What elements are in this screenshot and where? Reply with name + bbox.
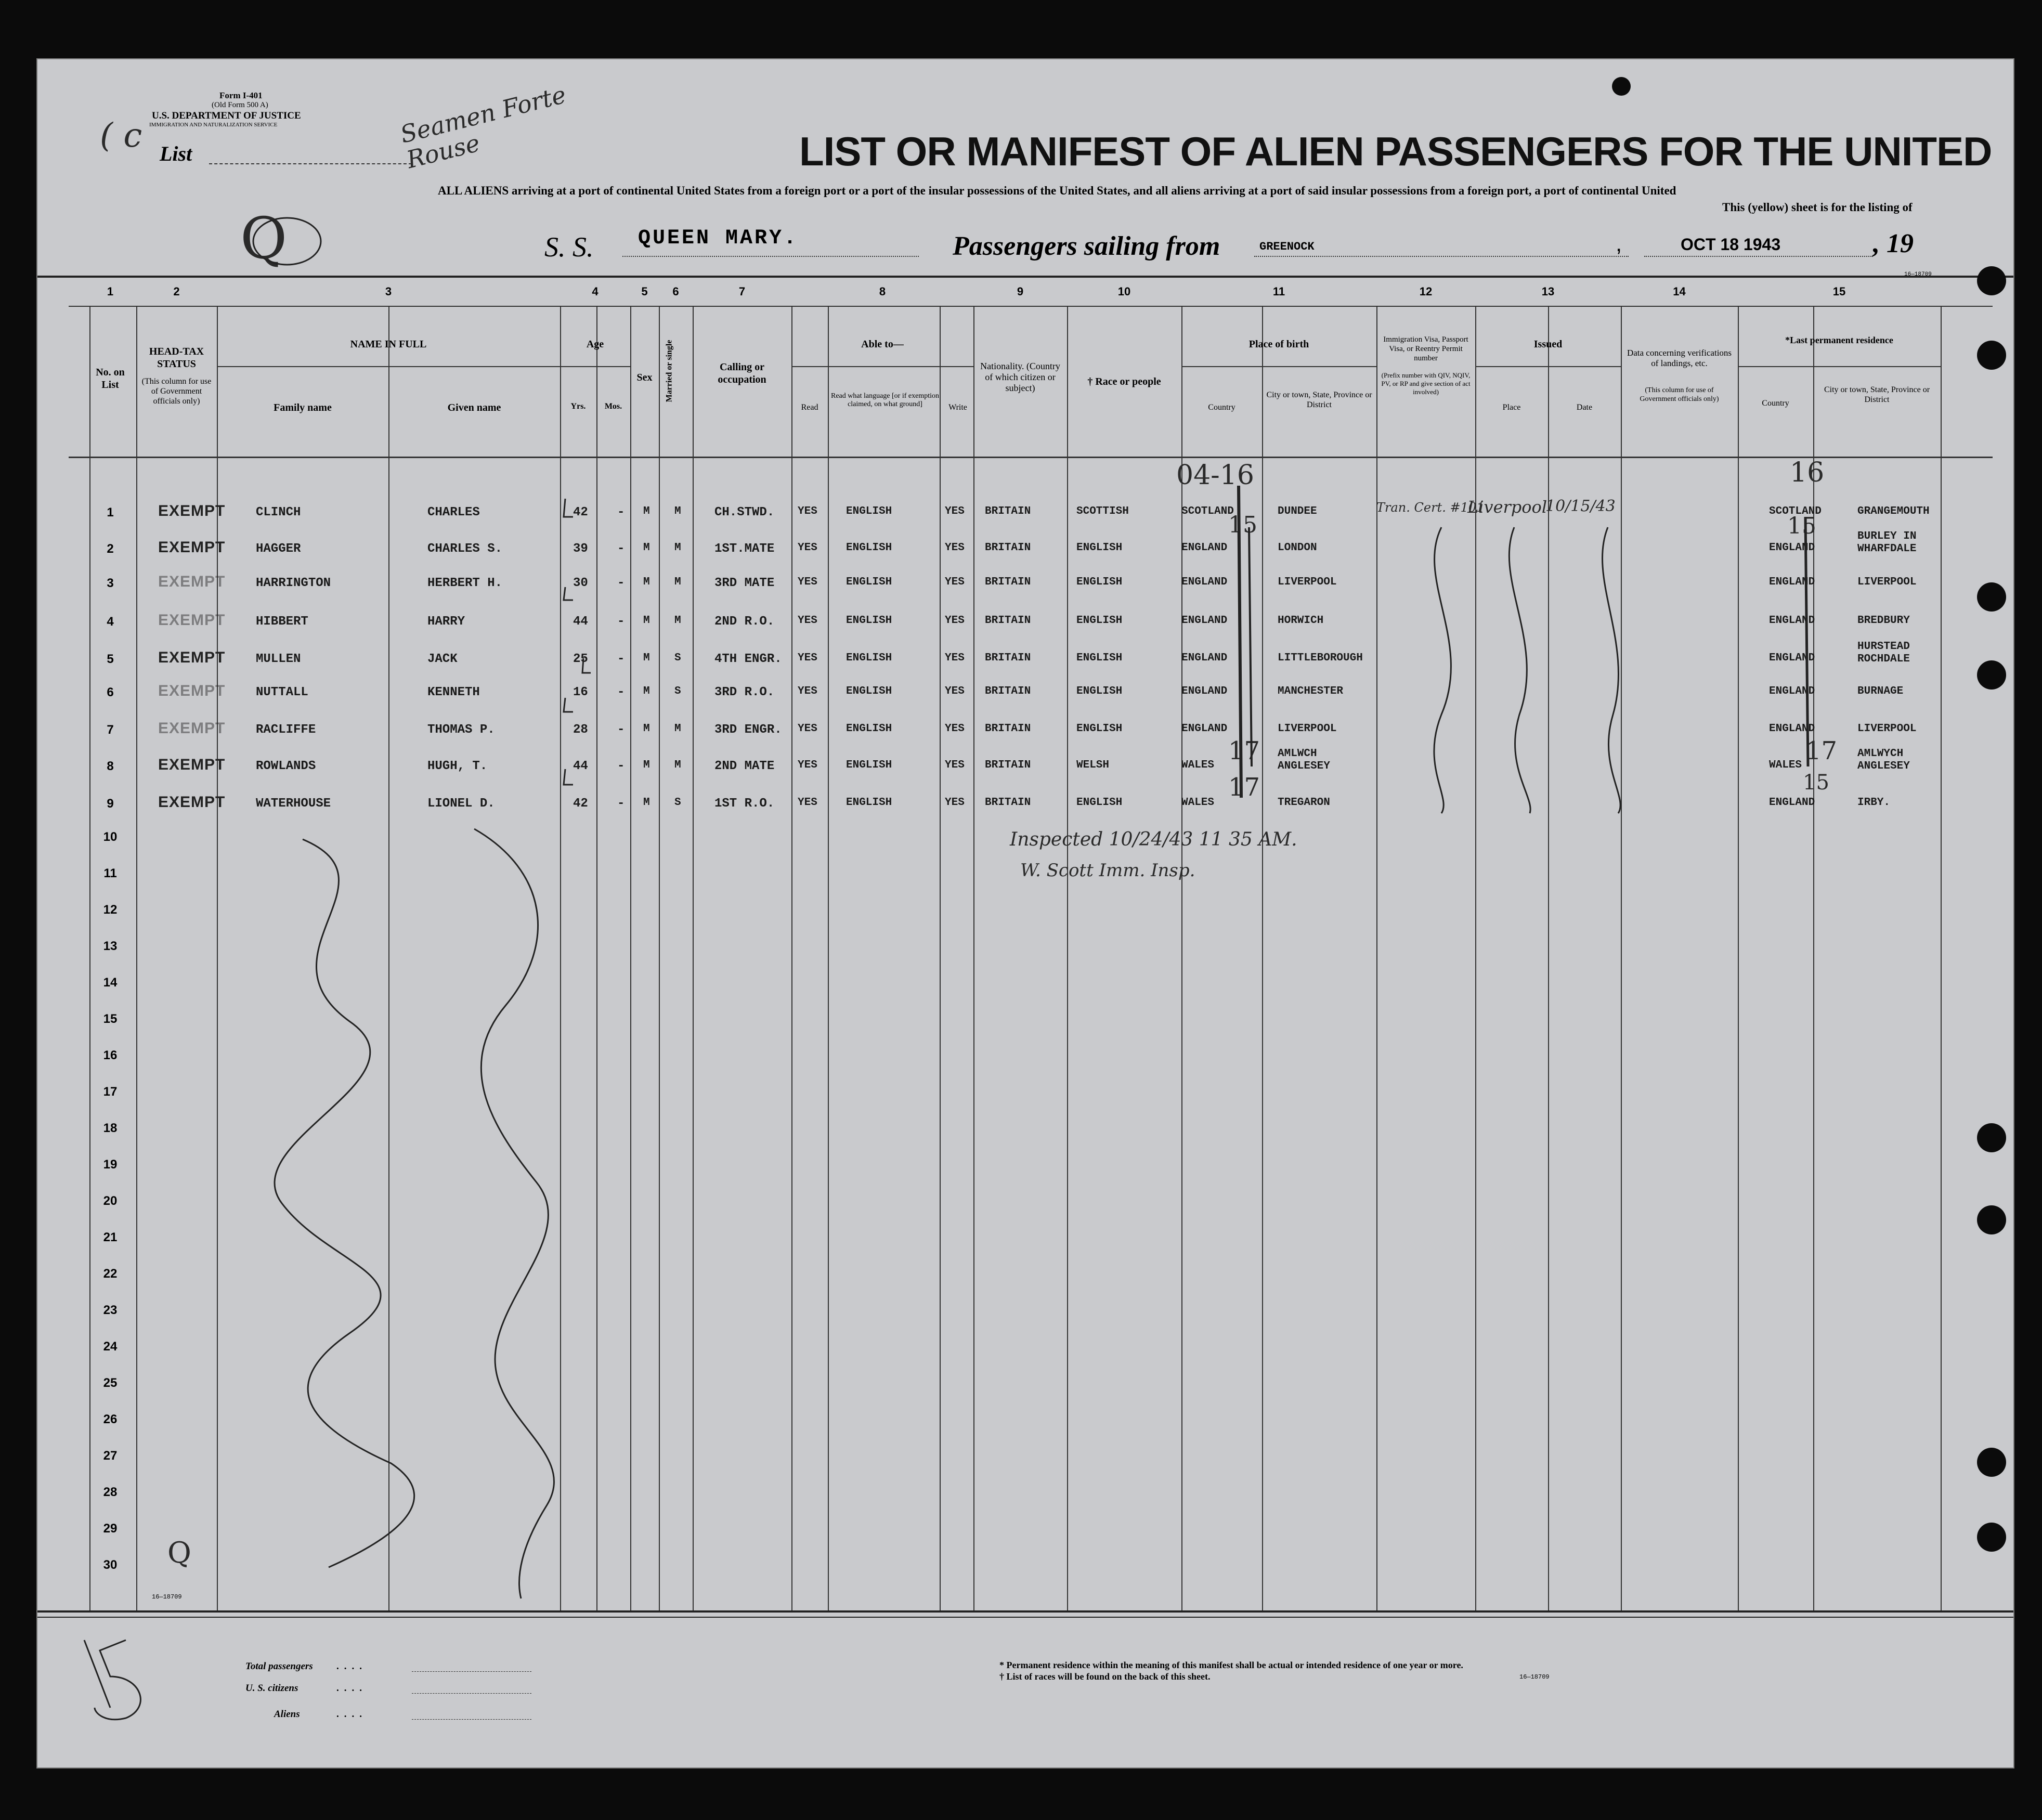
cell-res-city: BURLEY IN WHARFDALE: [1857, 530, 1917, 555]
hdr-place: Place: [1502, 403, 1521, 412]
row-number: 4: [107, 615, 114, 629]
cell-city: LONDON: [1278, 542, 1317, 554]
punch-hole: [1977, 1205, 2006, 1234]
row-number: 16: [103, 1048, 118, 1062]
cell-occupation: CH.STWD.: [714, 505, 775, 519]
hdr-family-name: Family name: [274, 402, 332, 413]
dots-1: ....: [336, 1661, 367, 1672]
row-number: 20: [103, 1194, 118, 1208]
cell-family: HARRINGTON: [256, 576, 331, 590]
cell-sex: M: [643, 542, 650, 554]
cell-sex: M: [643, 505, 650, 517]
cell-family: RACLIFFE: [256, 723, 316, 737]
cell-res-country: ENGLAND: [1769, 542, 1815, 554]
cell-city: LITTLEBOROUGH: [1278, 652, 1363, 664]
colnum-11: 11: [1272, 285, 1285, 298]
colnum-12: 12: [1419, 285, 1433, 298]
punch-hole: [1977, 1123, 2006, 1152]
cell-ms: M: [674, 759, 681, 771]
page-title: LIST OR MANIFEST OF ALIEN PASSENGERS FOR THE UNITED: [799, 128, 1992, 174]
handwritten-note-top: Seamen Forte Rouse: [397, 80, 569, 174]
subtitle-line1: ALL ALIENS arriving at a port of continental United States from a foreign port or a port of the insular possessions of the United States, and all aliens arriving at a port of said insular possessions from a foreign port, a port of continental United: [438, 184, 1676, 197]
cell-given: CHARLES S.: [427, 542, 503, 556]
cell-mos: -: [617, 615, 625, 629]
corner-marks: ( c: [100, 116, 142, 155]
cell-mos: -: [617, 759, 625, 773]
cell-language: ENGLISH: [846, 615, 892, 627]
cell-nationality: BRITAIN: [985, 576, 1031, 588]
total-passengers-label: Total passengers: [245, 1661, 313, 1672]
cell-res-country: ENGLAND: [1769, 576, 1815, 588]
form-code-footer: 16—18709: [1519, 1673, 1550, 1681]
hdr-able-to: Able to—: [861, 339, 904, 350]
head-tax-status-stamp: EXEMPT: [158, 612, 226, 629]
hw-code-15-a: 15: [1228, 512, 1257, 538]
cell-age: 44: [573, 615, 588, 629]
hdr-married: Married or single: [665, 340, 674, 402]
cell-age: 42: [573, 505, 588, 519]
cell-given: KENNETH: [427, 685, 480, 699]
cell-sex: M: [643, 576, 650, 588]
cell-given: HARRY: [427, 615, 465, 629]
colnum-13: 13: [1541, 285, 1555, 298]
hdr-data-concerning: Data concerning verifications of landings, etc.: [1627, 348, 1732, 368]
row-number: 26: [103, 1412, 118, 1426]
hdr-mos: Mos.: [604, 402, 622, 411]
hdr-write: Write: [948, 403, 967, 412]
hdr-name-in-full: NAME IN FULL: [350, 339, 427, 350]
cell-res-country: ENGLAND: [1769, 615, 1815, 627]
row-number: 9: [107, 797, 114, 811]
row-number: 23: [103, 1303, 118, 1317]
cell-ms: S: [674, 652, 681, 664]
row-number: 6: [107, 685, 114, 699]
punch-hole: [1977, 341, 2006, 370]
cell-nationality: BRITAIN: [985, 723, 1031, 735]
cell-given: LIONEL D.: [427, 797, 495, 811]
row-number: 15: [103, 1012, 118, 1026]
cell-age: 44: [573, 759, 588, 773]
cell-given: JACK: [427, 652, 458, 666]
hdr-head-tax-note: (This column for use of Government officials only): [141, 377, 212, 406]
service: IMMIGRATION AND NATURALIZATION SERVICE: [149, 122, 278, 128]
cell-country: ENGLAND: [1181, 652, 1228, 664]
cell-occupation: 2ND R.O.: [714, 615, 775, 629]
hdr-yrs: Yrs.: [570, 402, 586, 411]
head-tax-status-stamp: EXEMPT: [158, 502, 226, 519]
cell-city: AMLWCH ANGLESEY: [1278, 748, 1330, 772]
cell-language: ENGLISH: [846, 797, 892, 809]
dots-2: ....: [336, 1683, 367, 1694]
cell-country: WALES: [1181, 797, 1215, 809]
hdr-nationality: Nationality. (Country of which citizen or subject): [980, 361, 1060, 393]
cell-read: YES: [798, 652, 817, 664]
cell-race: ENGLISH: [1076, 576, 1123, 588]
hdr-res-city: City or town, State, Province or District: [1824, 385, 1930, 404]
aliens-label: Aliens: [274, 1709, 300, 1720]
cell-res-city: BREDBURY: [1857, 615, 1910, 627]
cell-write: YES: [945, 542, 965, 554]
cell-mos: -: [617, 723, 625, 737]
colnum-15: 15: [1832, 285, 1846, 298]
colnum-7: 7: [738, 285, 746, 298]
cell-race: ENGLISH: [1076, 615, 1123, 627]
cell-sex: M: [643, 797, 650, 809]
hdr-issued: Issued: [1533, 339, 1563, 350]
ss-label: S. S.: [544, 231, 594, 263]
cell-nationality: BRITAIN: [985, 759, 1031, 771]
form-id: Form I-401: [219, 90, 263, 100]
cell-occupation: 2ND MATE: [714, 759, 775, 773]
cell-sex: M: [643, 685, 650, 697]
head-tax-status-stamp: EXEMPT: [158, 794, 226, 811]
cell-write: YES: [945, 615, 965, 627]
form-code-bottom-left: 16—18709: [152, 1593, 182, 1601]
row-number: 24: [103, 1340, 118, 1354]
hw-code-17-b: 17: [1228, 773, 1260, 802]
cell-city: LIVERPOOL: [1278, 576, 1337, 588]
hw-remark-place: Liverpool: [1467, 497, 1547, 517]
punch-hole: [1612, 77, 1631, 96]
row-number: 11: [103, 866, 117, 880]
cell-city: MANCHESTER: [1278, 685, 1344, 697]
cell-res-city: IRBY.: [1857, 797, 1891, 809]
head-tax-status-stamp: EXEMPT: [158, 720, 226, 737]
cell-ms: S: [674, 797, 681, 809]
cell-occupation: 3RD MATE: [714, 576, 775, 590]
cell-given: THOMAS P.: [427, 723, 495, 737]
cell-city: DUNDEE: [1278, 505, 1317, 517]
cell-mos: -: [617, 797, 625, 811]
cell-sex: M: [643, 615, 650, 627]
row-number: 21: [103, 1230, 118, 1244]
cell-mos: -: [617, 505, 625, 519]
cell-language: ENGLISH: [846, 685, 892, 697]
hw-code-17-c: 17: [1805, 736, 1838, 765]
cell-ms: S: [674, 685, 681, 697]
cell-ms: M: [674, 615, 681, 627]
manifest-sheet: [36, 58, 2014, 1769]
cell-age: 30: [573, 576, 588, 590]
cell-occupation: 1ST R.O.: [714, 797, 775, 811]
cell-city: TREGARON: [1278, 797, 1330, 809]
cell-occupation: 3RD R.O.: [714, 685, 775, 699]
dots-3: ....: [336, 1709, 367, 1720]
cell-family: HIBBERT: [256, 615, 308, 629]
list-label: List: [160, 142, 192, 165]
hdr-sex: Sex: [636, 372, 653, 383]
cell-family: WATERHOUSE: [256, 797, 331, 811]
sailing-date: OCT 18 1943: [1681, 235, 1781, 254]
total-passengers-field: [412, 1671, 531, 1672]
colnum-2: 2: [173, 285, 180, 298]
punch-hole: [1977, 660, 2006, 690]
comma: ,: [1616, 231, 1622, 256]
row-number: 2: [107, 542, 114, 556]
cell-nationality: BRITAIN: [985, 542, 1031, 554]
cell-race: SCOTTISH: [1076, 505, 1129, 517]
cell-race: ENGLISH: [1076, 542, 1123, 554]
head-tax-status-stamp: EXEMPT: [158, 756, 226, 773]
cell-language: ENGLISH: [846, 542, 892, 554]
cell-mos: -: [617, 576, 625, 590]
hdr-place-of-birth: Place of birth: [1248, 339, 1309, 350]
row-number: 14: [103, 976, 118, 990]
cell-res-city: GRANGEMOUTH: [1857, 505, 1930, 517]
colnum-10: 10: [1117, 285, 1131, 298]
ship-name: QUEEN MARY.: [638, 227, 799, 250]
cell-nationality: BRITAIN: [985, 505, 1031, 517]
cell-given: HERBERT H.: [427, 576, 503, 590]
handwritten-strokes: [37, 59, 2013, 1767]
row-number: 19: [103, 1158, 118, 1172]
cell-country: ENGLAND: [1181, 542, 1228, 554]
row-number: 25: [103, 1376, 118, 1390]
cell-mos: -: [617, 652, 625, 666]
cell-age: 42: [573, 797, 588, 811]
form-code-top: 16—18709: [1904, 271, 1932, 278]
cell-age: 16: [573, 685, 588, 699]
hdr-given-name: Given name: [447, 402, 501, 413]
cell-nationality: BRITAIN: [985, 652, 1031, 664]
row-number: 3: [107, 576, 114, 590]
cell-ms: M: [674, 576, 681, 588]
cell-write: YES: [945, 576, 965, 588]
row-number: 10: [103, 830, 118, 844]
cell-write: YES: [945, 723, 965, 735]
year-label: , 19: [1873, 229, 1914, 258]
cell-res-city: LIVERPOOL: [1857, 723, 1917, 735]
row-number: 5: [107, 652, 114, 666]
cell-read: YES: [798, 505, 817, 517]
cell-race: WELSH: [1076, 759, 1110, 771]
cell-nationality: BRITAIN: [985, 615, 1031, 627]
colnum-9: 9: [1017, 285, 1024, 298]
cell-country: ENGLAND: [1181, 685, 1228, 697]
colnum-14: 14: [1673, 285, 1686, 298]
footnote-2: † List of races will be found on the back of this sheet.: [999, 1671, 1211, 1682]
cell-read: YES: [798, 542, 817, 554]
cell-sex: M: [643, 652, 650, 664]
cell-read: YES: [798, 797, 817, 809]
head-tax-status-stamp: EXEMPT: [158, 649, 226, 666]
cell-res-city: BURNAGE: [1857, 685, 1904, 697]
cell-occupation: 4TH ENGR.: [714, 652, 782, 666]
hdr-visa-note: (Prefix number with QIV, NQIV, PV, or RP and give section of act involved): [1381, 371, 1471, 396]
hdr-city-town: City or town, State, Province or District: [1266, 391, 1372, 409]
hdr-race: † Race or people: [1087, 376, 1161, 387]
cell-mos: -: [617, 685, 625, 699]
cell-language: ENGLISH: [846, 759, 892, 771]
old-form: (Old Form 500 A): [212, 101, 268, 109]
cell-read: YES: [798, 723, 817, 735]
row-number: 8: [107, 759, 114, 773]
cell-family: NUTTALL: [256, 685, 308, 699]
hdr-res-country: Country: [1762, 399, 1789, 408]
punch-hole: [1977, 582, 2006, 612]
cell-ms: M: [674, 723, 681, 735]
cell-city: HORWICH: [1278, 615, 1324, 627]
row-number: 7: [107, 723, 114, 737]
cell-read: YES: [798, 759, 817, 771]
colnum-8: 8: [879, 285, 886, 298]
hdr-read: Read: [801, 403, 818, 412]
colnum-5: 5: [641, 285, 648, 298]
cell-read: YES: [798, 576, 817, 588]
row-number: 13: [103, 939, 118, 953]
cell-occupation: 3RD ENGR.: [714, 723, 782, 737]
cell-country: ENGLAND: [1181, 615, 1228, 627]
row-number: 18: [103, 1121, 118, 1135]
head-tax-status-stamp: EXEMPT: [158, 573, 226, 590]
us-citizens-label: U. S. citizens: [245, 1683, 298, 1694]
department: U.S. DEPARTMENT OF JUSTICE: [152, 110, 301, 121]
cell-country: SCOTLAND: [1181, 505, 1234, 517]
cell-language: ENGLISH: [846, 505, 892, 517]
cell-res-country: WALES: [1769, 759, 1802, 771]
cell-mos: -: [617, 542, 625, 556]
row-number: 30: [103, 1558, 118, 1572]
circled-q: Q: [240, 205, 288, 271]
us-citizens-field: [412, 1693, 531, 1694]
sailing-label: Passengers sailing from: [953, 231, 1220, 261]
cell-nationality: BRITAIN: [985, 797, 1031, 809]
row-number: 17: [103, 1085, 118, 1099]
footnote-1: * Permanent residence within the meaning of this manifest shall be actual or intended residence of one year or more.: [999, 1660, 1463, 1670]
cell-occupation: 1ST.MATE: [714, 542, 775, 556]
cell-res-city: AMLWYCH ANGLESEY: [1857, 748, 1910, 772]
cell-country: ENGLAND: [1181, 723, 1228, 735]
hw-inspected: Inspected 10/24/43 11 35 AM.: [1010, 829, 1297, 850]
cell-sex: M: [643, 759, 650, 771]
hdr-issued-date: Date: [1576, 403, 1593, 412]
head-tax-status-stamp: EXEMPT: [158, 539, 226, 556]
hdr-data-note: (This column for use of Government officials only): [1640, 386, 1719, 403]
hw-bottom-q: Q: [167, 1536, 191, 1570]
hdr-head-tax: HEAD-TAX STATUS: [149, 346, 204, 370]
cell-race: ENGLISH: [1076, 652, 1123, 664]
hdr-calling: Calling or occupation: [718, 361, 766, 385]
hw-code-15-c: 15: [1803, 771, 1829, 795]
cell-family: HAGGER: [256, 542, 301, 556]
cell-read: YES: [798, 615, 817, 627]
cell-race: ENGLISH: [1076, 797, 1123, 809]
cell-country: WALES: [1181, 759, 1215, 771]
cell-ms: M: [674, 542, 681, 554]
hdr-last-residence: *Last permanent residence: [1785, 335, 1893, 345]
hdr-country: Country: [1208, 403, 1235, 412]
cell-language: ENGLISH: [846, 723, 892, 735]
cell-nationality: BRITAIN: [985, 685, 1031, 697]
hw-code-04-16: 04-16: [1176, 460, 1254, 491]
cell-res-country: ENGLAND: [1769, 652, 1815, 664]
cell-family: MULLEN: [256, 652, 301, 666]
cell-family: ROWLANDS: [256, 759, 316, 773]
subtitle-line2: This (yellow) sheet is for the listing of: [1722, 201, 1913, 214]
hw-remark-cert: Tran. Cert. #101: [1376, 500, 1485, 515]
cell-language: ENGLISH: [846, 576, 892, 588]
hw-remark-date: 10/15/43: [1545, 497, 1616, 515]
row-number: 22: [103, 1267, 118, 1281]
cell-write: YES: [945, 759, 965, 771]
cell-res-country: ENGLAND: [1769, 685, 1815, 697]
cell-city: LIVERPOOL: [1278, 723, 1337, 735]
punch-hole: [1977, 1448, 2006, 1477]
port-name: GREENOCK: [1259, 240, 1315, 253]
cell-write: YES: [945, 505, 965, 517]
cell-race: ENGLISH: [1076, 723, 1123, 735]
punch-hole: [1977, 266, 2006, 295]
row-number: 1: [107, 505, 114, 519]
cell-sex: M: [643, 723, 650, 735]
cell-write: YES: [945, 685, 965, 697]
hdr-no-on-list: No. on List: [96, 367, 125, 391]
cell-given: HUGH, T.: [427, 759, 488, 773]
colnum-4: 4: [592, 285, 599, 298]
punch-hole: [1977, 1523, 2006, 1552]
hdr-age: Age: [586, 339, 604, 350]
cell-age: 25: [573, 652, 588, 666]
cell-given: CHARLES: [427, 505, 480, 519]
row-number: 12: [103, 903, 118, 917]
cell-res-country: SCOTLAND: [1769, 505, 1822, 517]
hw-code-16: 16: [1790, 457, 1825, 488]
hw-code-15-b: 15: [1787, 513, 1816, 539]
cell-family: CLINCH: [256, 505, 301, 519]
row-number: 27: [103, 1449, 118, 1463]
cell-write: YES: [945, 797, 965, 809]
cell-race: ENGLISH: [1076, 685, 1123, 697]
colnum-1: 1: [107, 285, 114, 298]
cell-language: ENGLISH: [846, 652, 892, 664]
aliens-field: [412, 1719, 531, 1720]
cell-res-country: ENGLAND: [1769, 723, 1815, 735]
cell-age: 39: [573, 542, 588, 556]
hw-inspector: W. Scott Imm. Insp.: [1020, 860, 1195, 881]
cell-write: YES: [945, 652, 965, 664]
cell-res-city: HURSTEAD ROCHDALE: [1857, 641, 1910, 665]
cell-res-city: LIVERPOOL: [1857, 576, 1917, 588]
head-tax-status-stamp: EXEMPT: [158, 682, 226, 699]
row-number: 29: [103, 1522, 118, 1536]
cell-country: ENGLAND: [1181, 576, 1228, 588]
cell-read: YES: [798, 685, 817, 697]
cell-ms: M: [674, 505, 681, 517]
colnum-3: 3: [385, 285, 392, 298]
cell-age: 28: [573, 723, 588, 737]
hdr-visa: Immigration Visa, Passport Visa, or Reentry Permit number: [1383, 335, 1468, 362]
cell-res-country: ENGLAND: [1769, 797, 1815, 809]
hdr-read-what: Read what language [or if exemption claimed, on what ground]: [831, 392, 939, 408]
hw-code-17-a: 17: [1228, 736, 1260, 765]
colnum-6: 6: [672, 285, 679, 298]
row-number: 28: [103, 1485, 118, 1499]
